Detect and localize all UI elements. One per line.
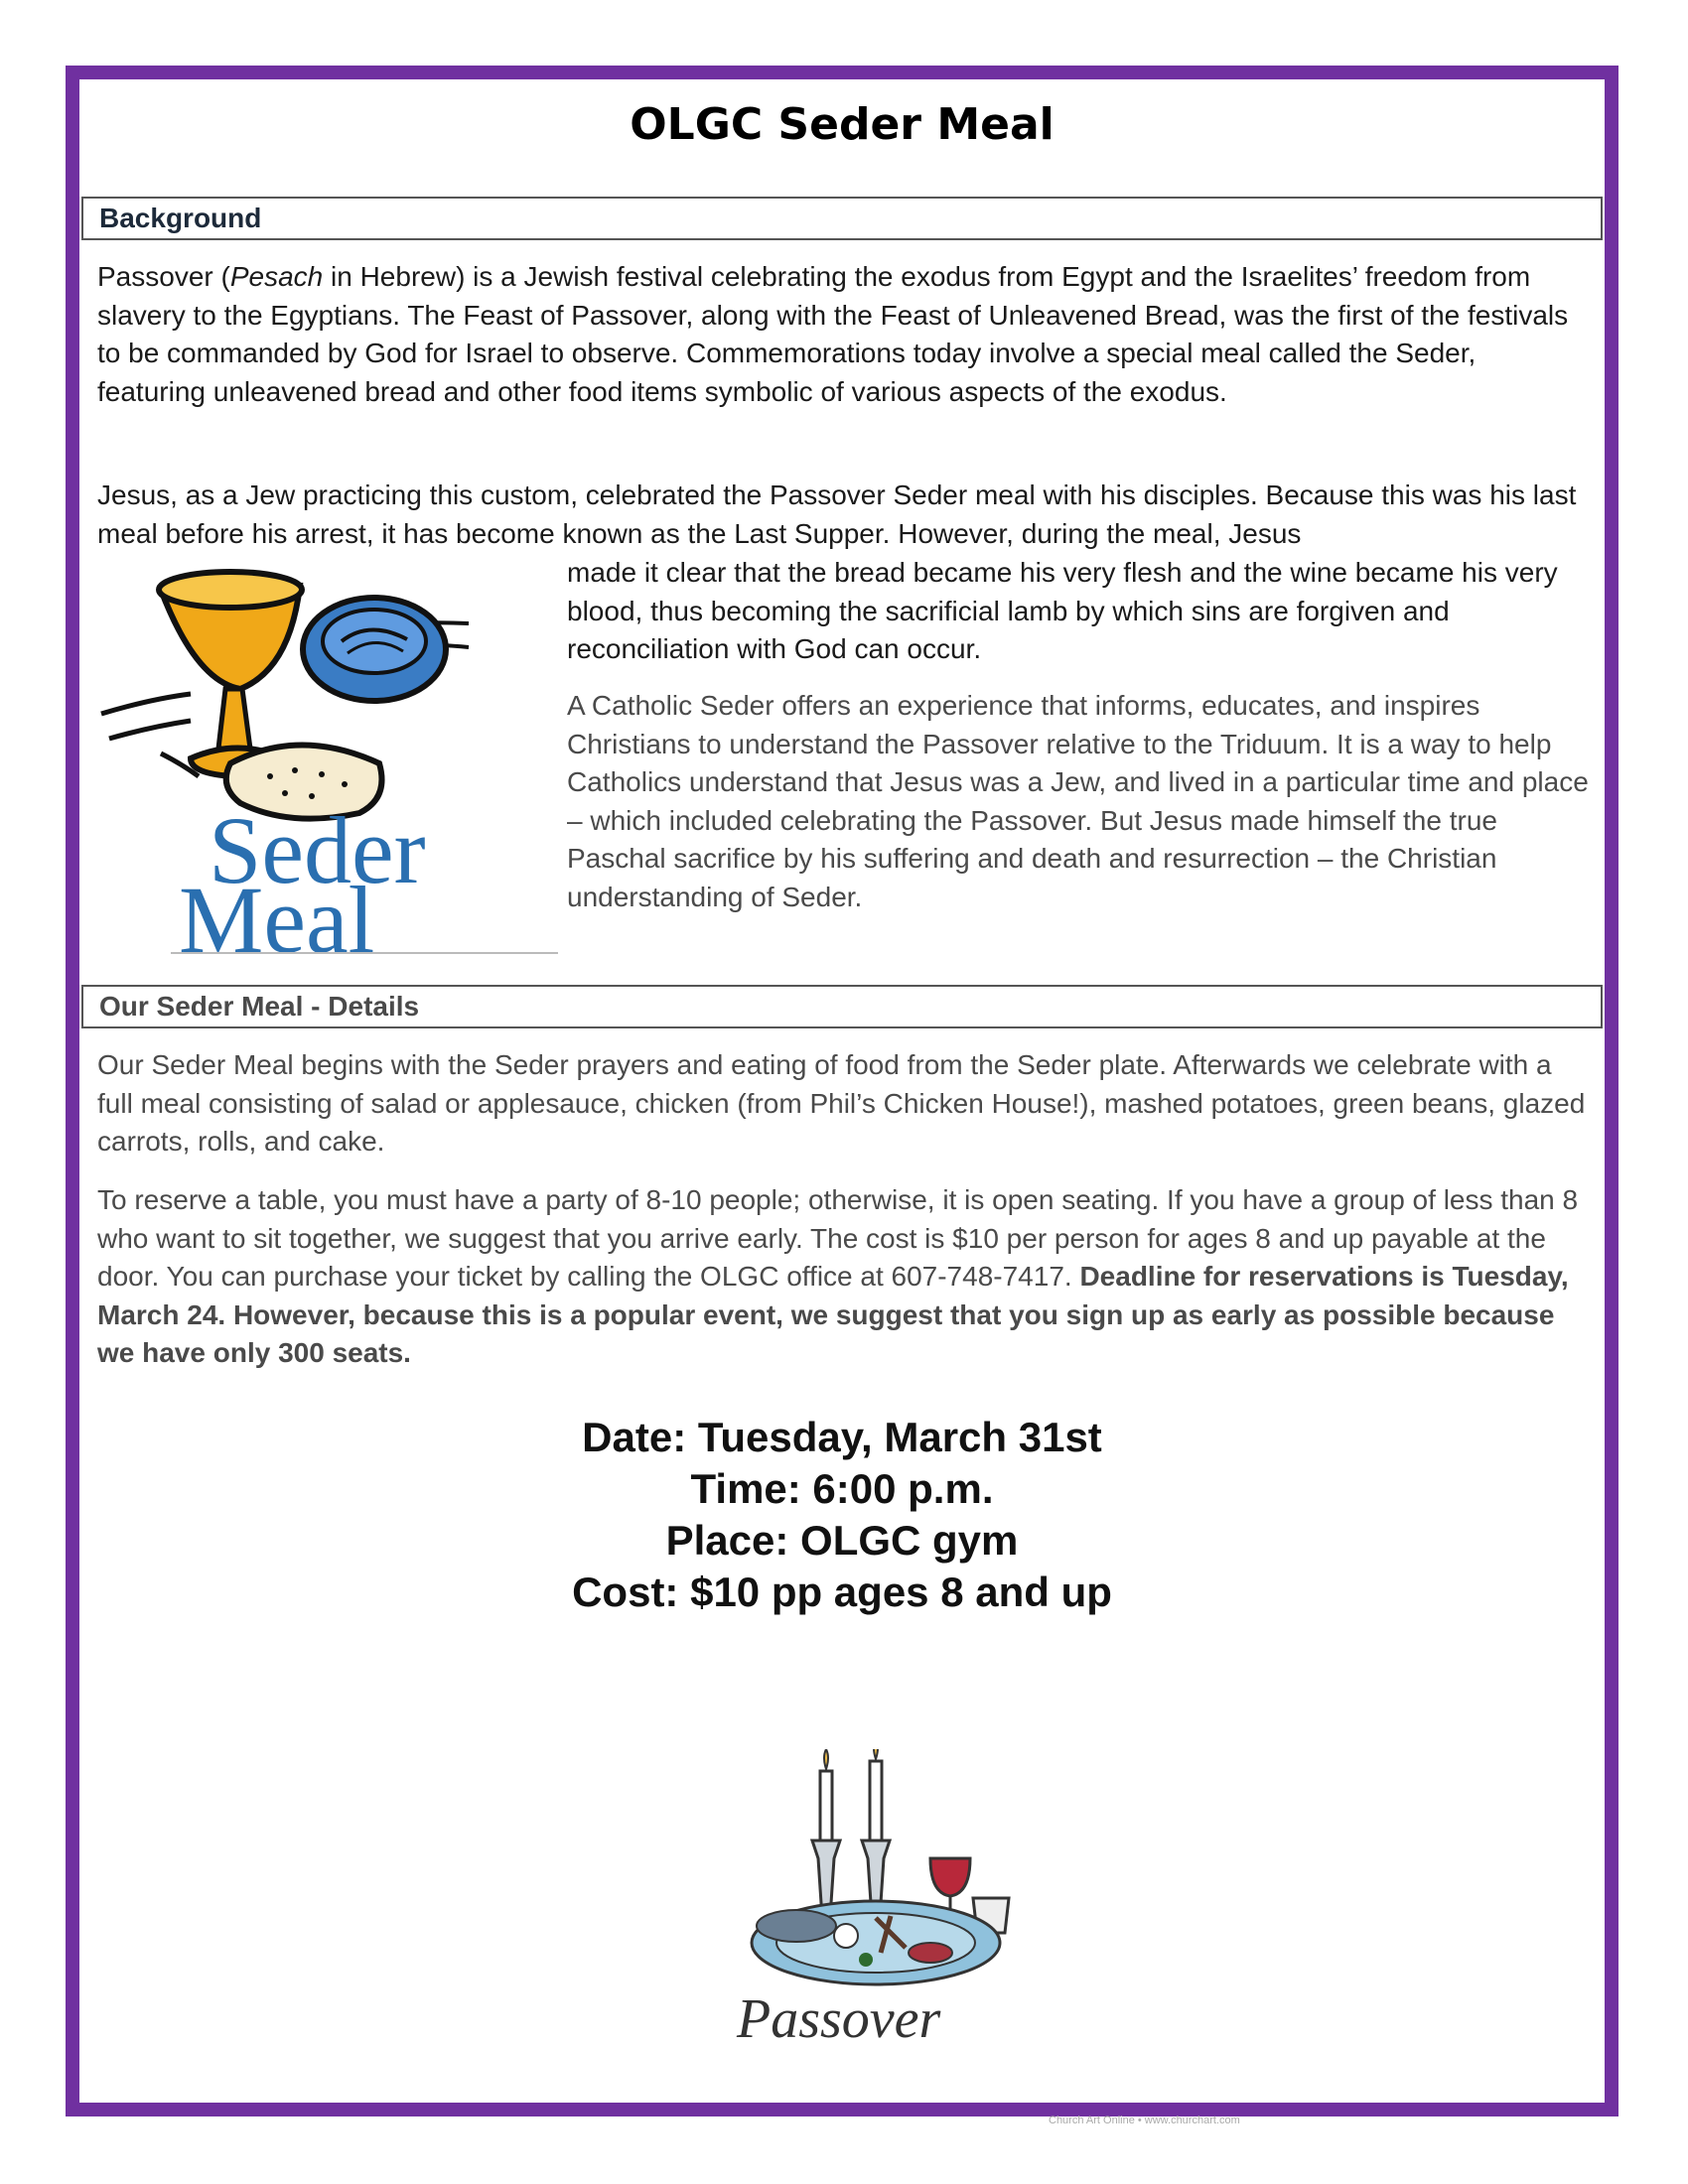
event-cost: Cost: $10 pp ages 8 and up [572, 1569, 1112, 1615]
bowl-icon [303, 598, 446, 701]
details-paragraph-2: To reserve a table, you must have a party of 8-10 people; otherwise, it is open seating. If you have a group of less than 8 who want to sit together, we suggest that you arrive early. The cost is $10 per person for ages 8 and up payable at the door. You can purchase your ticket by calling the OLGC office at 607-748-7417. Deadline for reservations is Tuesday, March 24. However, because this is a popular event, we suggest that you sign up as early as possible because we have only 300 seats. [97, 1184, 1579, 1368]
art-credit: Church Art Online • www.churchart.com [1049, 2115, 1240, 2126]
pesach-word: Pesach [229, 261, 324, 292]
details-paragraph-1: Our Seder Meal begins with the Seder prayers and eating of food from the Seder plate. Afterwards we celebrate with a full meal consisting of salad or applesauce, chicken (from Phil’s Chicken House!), mashed potatoes, green beans, glazed carrots, rolls, and cake. [97, 1049, 1586, 1157]
seder-plate-icon [752, 1901, 1000, 1984]
background-paragraph-2-wrap: made it clear that the bread became his very flesh and the wine became his very blood, thus becoming the sacrificial lamb by which sins are forgiven and reconciliation with God can occur. [567, 557, 1558, 664]
event-place: Place: OLGC gym [665, 1517, 1019, 1564]
background-paragraph-2: Jesus, as a Jew practicing this custom, celebrated the Passover Seder meal with his disciples. Because this was his last meal before his arrest, it has become known as the Last Supper. However, during the meal, Jesus [97, 479, 1577, 549]
flyer [81, 81, 1603, 2126]
page-title: OLGC Seder Meal [630, 99, 1055, 150]
background-paragraph-3: A Catholic Seder offers an experience that informs, educates, and inspires Christians to understand the Passover relative to the Triduum. It is a way to help Catholics understand that Jesus was a Jew, and lived in a particular time and place – which included celebrating the Passover. But Jesus made himself the true Paschal sacrifice by his suffering and death and resurrection – the Christian understanding of Seder. [567, 690, 1589, 912]
deadline-notice: Deadline for reservations is Tuesday, March 24. However, because this is a popular event, we suggest that you sign up as early as possible because we have only 300 seats. [97, 1261, 1569, 1368]
section-heading-details: Our Seder Meal - Details [81, 985, 1603, 1028]
event-date: Date: Tuesday, March 31st [582, 1414, 1102, 1460]
logo-meal-text: Meal [179, 867, 375, 957]
event-info [81, 1412, 1603, 1618]
logo-seder-text: Seder [209, 797, 426, 903]
passover-illustration [717, 1749, 1074, 2047]
passover-caption: Passover [737, 1988, 941, 2047]
event-time: Time: 6:00 p.m. [690, 1465, 994, 1512]
seder-meal-illustration [91, 550, 558, 957]
section-heading-background: Background [81, 197, 1603, 240]
background-paragraph-1: Passover (Pesach in Hebrew) is a Jewish festival celebrating the exodus from Egypt and the Israelites’ freedom from slavery to the Egyptians. The Feast of Passover, along with the Feast of Unleavened Bread, was the first of the festivals to be commanded by God for Israel to observe. Commemorations today involve a special meal called the Seder, featuring unleavened bread and other food items symbolic of various aspects of the exodus. [97, 261, 1569, 407]
